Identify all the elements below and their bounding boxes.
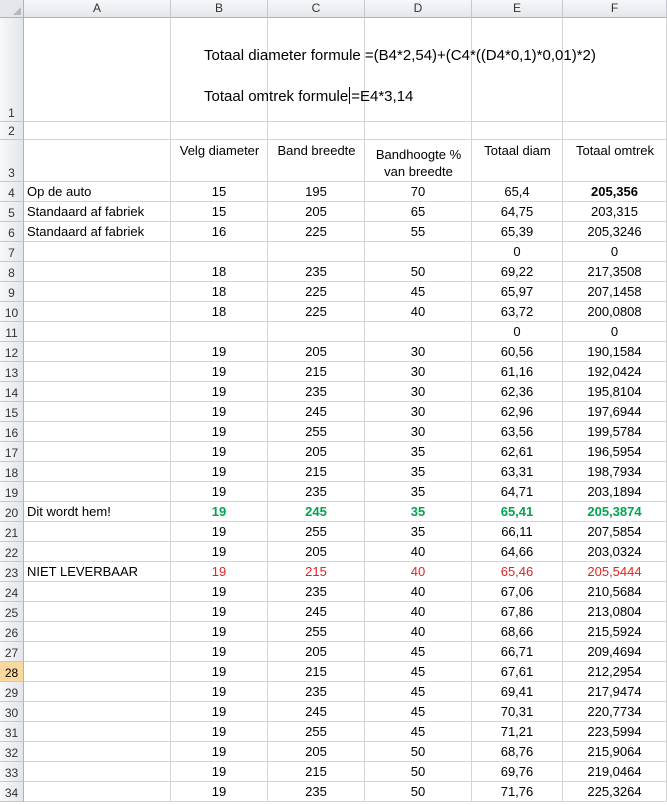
cell-b1[interactable]	[171, 18, 268, 122]
cell-e33[interactable]: 69,76	[472, 762, 563, 782]
row-header-15[interactable]: 15	[0, 402, 24, 422]
cell-c8[interactable]: 235	[268, 262, 365, 282]
cell-f7[interactable]: 0	[563, 242, 667, 262]
cell-f32[interactable]: 215,9064	[563, 742, 667, 762]
cell-b5[interactable]: 15	[171, 202, 268, 222]
cell-b26[interactable]: 19	[171, 622, 268, 642]
cell-a7[interactable]	[24, 242, 171, 262]
cell-b22[interactable]: 19	[171, 542, 268, 562]
cell-b16[interactable]: 19	[171, 422, 268, 442]
cell-e32[interactable]: 68,76	[472, 742, 563, 762]
cell-c29[interactable]: 235	[268, 682, 365, 702]
row-header-29[interactable]: 29	[0, 682, 24, 702]
cell-a12[interactable]	[24, 342, 171, 362]
cell-f5[interactable]: 203,315	[563, 202, 667, 222]
cell-c2[interactable]	[268, 122, 365, 140]
cell-f33[interactable]: 219,0464	[563, 762, 667, 782]
column-header-f[interactable]: F	[563, 0, 667, 18]
cell-a21[interactable]	[24, 522, 171, 542]
cell-b13[interactable]: 19	[171, 362, 268, 382]
cell-a8[interactable]	[24, 262, 171, 282]
cell-f28[interactable]: 212,2954	[563, 662, 667, 682]
row-header-5[interactable]: 5	[0, 202, 24, 222]
cell-b20[interactable]: 19	[171, 502, 268, 522]
header-omtrek: Totaal omtrek	[575, 143, 655, 158]
cell-d4[interactable]: 70	[365, 182, 472, 202]
cell-f13[interactable]: 192,0424	[563, 362, 667, 382]
cell-c6[interactable]: 225	[268, 222, 365, 242]
cell-b34[interactable]: 19	[171, 782, 268, 802]
cell-d23[interactable]: 40	[365, 562, 472, 582]
cell-a13[interactable]	[24, 362, 171, 382]
header-velg: Velg diameter	[179, 143, 260, 158]
cell-a19[interactable]	[24, 482, 171, 502]
cell-b28[interactable]: 19	[171, 662, 268, 682]
cell-d34[interactable]: 50	[365, 782, 472, 802]
row-header-7[interactable]: 7	[0, 242, 24, 262]
cell-f31[interactable]: 223,5994	[563, 722, 667, 742]
cell-f11[interactable]: 0	[563, 322, 667, 342]
column-header-c[interactable]: C	[268, 0, 365, 18]
cell-d30[interactable]: 45	[365, 702, 472, 722]
cell-b15[interactable]: 19	[171, 402, 268, 422]
cell-d22[interactable]: 40	[365, 542, 472, 562]
header-diam: Totaal diam	[484, 143, 551, 158]
row-header-2[interactable]: 2	[0, 122, 24, 140]
cell-b33[interactable]: 19	[171, 762, 268, 782]
row-header-17[interactable]: 17	[0, 442, 24, 462]
cell-f20[interactable]: 205,3874	[563, 502, 667, 522]
cell-a20[interactable]: Dit wordt hem!	[24, 502, 171, 522]
cell-b31[interactable]: 19	[171, 722, 268, 742]
cell-b4[interactable]: 15	[171, 182, 268, 202]
cell-b11[interactable]	[171, 322, 268, 342]
cell-f23[interactable]: 205,5444	[563, 562, 667, 582]
cell-e13[interactable]: 61,16	[472, 362, 563, 382]
column-header-b[interactable]: B	[171, 0, 268, 18]
cell-c14[interactable]: 235	[268, 382, 365, 402]
cell-c18[interactable]: 215	[268, 462, 365, 482]
cell-d19[interactable]: 35	[365, 482, 472, 502]
cell-a34[interactable]	[24, 782, 171, 802]
row-header-19[interactable]: 19	[0, 482, 24, 502]
row-header-11[interactable]: 11	[0, 322, 24, 342]
cell-d32[interactable]: 50	[365, 742, 472, 762]
cell-d26[interactable]: 40	[365, 622, 472, 642]
cell-c24[interactable]: 235	[268, 582, 365, 602]
header-band: Band breedte	[277, 143, 356, 158]
cell-d33[interactable]: 50	[365, 762, 472, 782]
row-header-25[interactable]: 25	[0, 602, 24, 622]
cell-a24[interactable]	[24, 582, 171, 602]
cell-e15[interactable]: 62,96	[472, 402, 563, 422]
diameter-formula-text	[204, 47, 596, 64]
cell-a6[interactable]: Standaard af fabriek	[24, 222, 171, 242]
row-header-21[interactable]: 21	[0, 522, 24, 542]
row-header-16[interactable]: 16	[0, 422, 24, 442]
cell-c9[interactable]: 225	[268, 282, 365, 302]
cell-c33[interactable]: 215	[268, 762, 365, 782]
cell-f19[interactable]: 203,1894	[563, 482, 667, 502]
cell-f17[interactable]: 196,5954	[563, 442, 667, 462]
cell-c10[interactable]: 225	[268, 302, 365, 322]
cell-d21[interactable]: 35	[365, 522, 472, 542]
cell-b6[interactable]: 16	[171, 222, 268, 242]
cell-e14[interactable]: 62,36	[472, 382, 563, 402]
cell-c12[interactable]: 205	[268, 342, 365, 362]
cell-d9[interactable]: 45	[365, 282, 472, 302]
cell-a3[interactable]	[24, 140, 171, 182]
cell-a23[interactable]: NIET LEVERBAAR	[24, 562, 171, 582]
cell-a14[interactable]	[24, 382, 171, 402]
row-header-3[interactable]: 3	[0, 140, 24, 182]
cell-b14[interactable]: 19	[171, 382, 268, 402]
cell-a10[interactable]	[24, 302, 171, 322]
cell-c34[interactable]: 235	[268, 782, 365, 802]
cell-f18[interactable]: 198,7934	[563, 462, 667, 482]
cell-c21[interactable]: 255	[268, 522, 365, 542]
cell-e27[interactable]: 66,71	[472, 642, 563, 662]
cell-f2[interactable]	[563, 122, 667, 140]
cell-b23[interactable]: 19	[171, 562, 268, 582]
row-header-20[interactable]: 20	[0, 502, 24, 522]
row-header-12[interactable]: 12	[0, 342, 24, 362]
row-header-31[interactable]: 31	[0, 722, 24, 742]
row-header-13[interactable]: 13	[0, 362, 24, 382]
cell-b10[interactable]: 18	[171, 302, 268, 322]
diameter-formula-value: =(B4*2,54)+(C4*((D4*0,1)*0,01)*2)	[364, 47, 596, 64]
cell-b19[interactable]: 19	[171, 482, 268, 502]
row-header-1[interactable]: 1	[0, 18, 24, 122]
cell-e11[interactable]: 0	[472, 322, 563, 342]
cell-b2[interactable]	[171, 122, 268, 140]
header-bandhoogte: Bandhoogte % van breedte	[375, 147, 462, 179]
row-header-26[interactable]: 26	[0, 622, 24, 642]
cell-a15[interactable]	[24, 402, 171, 422]
cell-a28[interactable]	[24, 662, 171, 682]
cell-e10[interactable]: 63,72	[472, 302, 563, 322]
cell-d31[interactable]: 45	[365, 722, 472, 742]
cell-c19[interactable]: 235	[268, 482, 365, 502]
cell-d20[interactable]: 35	[365, 502, 472, 522]
cell-a11[interactable]	[24, 322, 171, 342]
cell-e12[interactable]: 60,56	[472, 342, 563, 362]
row-header-32[interactable]: 32	[0, 742, 24, 762]
cell-a16[interactable]	[24, 422, 171, 442]
cell-d7[interactable]	[365, 242, 472, 262]
cell-f29[interactable]: 217,9474	[563, 682, 667, 702]
cell-d13[interactable]: 30	[365, 362, 472, 382]
cell-e21[interactable]: 66,11	[472, 522, 563, 542]
cell-c11[interactable]	[268, 322, 365, 342]
cell-c17[interactable]: 205	[268, 442, 365, 462]
cell-e2[interactable]	[472, 122, 563, 140]
cell-d16[interactable]: 30	[365, 422, 472, 442]
cell-b8[interactable]: 18	[171, 262, 268, 282]
cell-a1[interactable]	[24, 18, 171, 122]
cell-e26[interactable]: 68,66	[472, 622, 563, 642]
cell-b32[interactable]: 19	[171, 742, 268, 762]
cell-f16[interactable]: 199,5784	[563, 422, 667, 442]
cell-a18[interactable]	[24, 462, 171, 482]
cell-e25[interactable]: 67,86	[472, 602, 563, 622]
cell-f30[interactable]: 220,7734	[563, 702, 667, 722]
cell-b30[interactable]: 19	[171, 702, 268, 722]
cell-d15[interactable]: 30	[365, 402, 472, 422]
column-header-a[interactable]: A	[24, 0, 171, 18]
cell-e4[interactable]: 65,4	[472, 182, 563, 202]
cell-e1[interactable]	[472, 18, 563, 122]
row-header-24[interactable]: 24	[0, 582, 24, 602]
cell-f25[interactable]: 213,0804	[563, 602, 667, 622]
cell-c23[interactable]: 215	[268, 562, 365, 582]
cell-e23[interactable]: 65,46	[472, 562, 563, 582]
column-header-e[interactable]: E	[472, 0, 563, 18]
cell-f15[interactable]: 197,6944	[563, 402, 667, 422]
cell-e8[interactable]: 69,22	[472, 262, 563, 282]
cell-b24[interactable]: 19	[171, 582, 268, 602]
cell-b12[interactable]: 19	[171, 342, 268, 362]
cell-d6[interactable]: 55	[365, 222, 472, 242]
cell-d29[interactable]: 45	[365, 682, 472, 702]
cell-e16[interactable]: 63,56	[472, 422, 563, 442]
cell-c16[interactable]: 255	[268, 422, 365, 442]
omtrek-formula-label: Totaal omtrek formule	[204, 88, 349, 105]
cell-b21[interactable]: 19	[171, 522, 268, 542]
cell-f6[interactable]: 205,3246	[563, 222, 667, 242]
cell-a2[interactable]	[24, 122, 171, 140]
row-header-27[interactable]: 27	[0, 642, 24, 662]
cell-d10[interactable]: 40	[365, 302, 472, 322]
row-header-30[interactable]: 30	[0, 702, 24, 722]
cell-c22[interactable]: 205	[268, 542, 365, 562]
row-header-14[interactable]: 14	[0, 382, 24, 402]
cell-e18[interactable]: 63,31	[472, 462, 563, 482]
cell-f10[interactable]: 200,0808	[563, 302, 667, 322]
row-header-34[interactable]: 34	[0, 782, 24, 802]
cell-c20[interactable]: 245	[268, 502, 365, 522]
row-header-4[interactable]: 4	[0, 182, 24, 202]
cell-e5[interactable]: 64,75	[472, 202, 563, 222]
cell-a17[interactable]	[24, 442, 171, 462]
cell-d18[interactable]: 35	[365, 462, 472, 482]
select-all-corner[interactable]	[0, 0, 24, 18]
cell-f34[interactable]: 225,3264	[563, 782, 667, 802]
cell-d8[interactable]: 50	[365, 262, 472, 282]
cell-e24[interactable]: 67,06	[472, 582, 563, 602]
cell-f27[interactable]: 209,4694	[563, 642, 667, 662]
cell-e7[interactable]: 0	[472, 242, 563, 262]
row-header-33[interactable]: 33	[0, 762, 24, 782]
cell-e34[interactable]: 71,76	[472, 782, 563, 802]
cell-f22[interactable]: 203,0324	[563, 542, 667, 562]
cell-c28[interactable]: 215	[268, 662, 365, 682]
cell-f4[interactable]: 205,356	[563, 182, 667, 202]
cell-a30[interactable]	[24, 702, 171, 722]
cell-b25[interactable]: 19	[171, 602, 268, 622]
cell-d17[interactable]: 35	[365, 442, 472, 462]
omtrek-formula-value: =E4*3,14	[351, 88, 414, 105]
cell-a9[interactable]	[24, 282, 171, 302]
row-header-22[interactable]: 22	[0, 542, 24, 562]
cell-e17[interactable]: 62,61	[472, 442, 563, 462]
cell-b27[interactable]: 19	[171, 642, 268, 662]
column-header-d[interactable]: D	[365, 0, 472, 18]
cell-a4[interactable]: Op de auto	[24, 182, 171, 202]
cell-f24[interactable]: 210,5684	[563, 582, 667, 602]
cell-c5[interactable]: 205	[268, 202, 365, 222]
cell-e9[interactable]: 65,97	[472, 282, 563, 302]
cell-f9[interactable]: 207,1458	[563, 282, 667, 302]
cell-d25[interactable]: 40	[365, 602, 472, 622]
cell-b7[interactable]	[171, 242, 268, 262]
cell-c26[interactable]: 255	[268, 622, 365, 642]
cell-d2[interactable]	[365, 122, 472, 140]
cell-f8[interactable]: 217,3508	[563, 262, 667, 282]
row-header-6[interactable]: 6	[0, 222, 24, 242]
cell-f1[interactable]	[563, 18, 667, 122]
cell-a33[interactable]	[24, 762, 171, 782]
cell-f12[interactable]: 190,1584	[563, 342, 667, 362]
row-header-10[interactable]: 10	[0, 302, 24, 322]
cell-f21[interactable]: 207,5854	[563, 522, 667, 542]
cell-d1[interactable]	[365, 18, 472, 122]
cell-c25[interactable]: 245	[268, 602, 365, 622]
cell-a29[interactable]	[24, 682, 171, 702]
row-header-18[interactable]: 18	[0, 462, 24, 482]
cell-e28[interactable]: 67,61	[472, 662, 563, 682]
cell-f26[interactable]: 215,5924	[563, 622, 667, 642]
cell-f14[interactable]: 195,8104	[563, 382, 667, 402]
cell-e20[interactable]: 65,41	[472, 502, 563, 522]
cell-e6[interactable]: 65,39	[472, 222, 563, 242]
cell-b18[interactable]: 19	[171, 462, 268, 482]
cell-d11[interactable]	[365, 322, 472, 342]
cell-b9[interactable]: 18	[171, 282, 268, 302]
cell-c30[interactable]: 245	[268, 702, 365, 722]
cell-a26[interactable]	[24, 622, 171, 642]
cell-e30[interactable]: 70,31	[472, 702, 563, 722]
diameter-formula-label: Totaal diameter formule	[204, 47, 361, 64]
cell-c1[interactable]	[268, 18, 365, 122]
cell-e29[interactable]: 69,41	[472, 682, 563, 702]
cell-e22[interactable]: 64,66	[472, 542, 563, 562]
cell-a25[interactable]	[24, 602, 171, 622]
cell-a5[interactable]: Standaard af fabriek	[24, 202, 171, 222]
cell-c15[interactable]: 245	[268, 402, 365, 422]
cell-c7[interactable]	[268, 242, 365, 262]
cell-a32[interactable]	[24, 742, 171, 762]
cell-e31[interactable]: 71,21	[472, 722, 563, 742]
omtrek-formula-text	[204, 87, 413, 105]
cell-a22[interactable]	[24, 542, 171, 562]
cell-a27[interactable]	[24, 642, 171, 662]
cell-b29[interactable]: 19	[171, 682, 268, 702]
cell-d14[interactable]: 30	[365, 382, 472, 402]
cell-a31[interactable]	[24, 722, 171, 742]
cell-d28[interactable]: 45	[365, 662, 472, 682]
cell-c32[interactable]: 205	[268, 742, 365, 762]
cell-d27[interactable]: 45	[365, 642, 472, 662]
cell-b17[interactable]: 19	[171, 442, 268, 462]
cell-d5[interactable]: 65	[365, 202, 472, 222]
row-header-23[interactable]: 23	[0, 562, 24, 582]
cell-c27[interactable]: 205	[268, 642, 365, 662]
cell-e19[interactable]: 64,71	[472, 482, 563, 502]
row-header-8[interactable]: 8	[0, 262, 24, 282]
row-header-28[interactable]: 28	[0, 662, 24, 682]
cell-d12[interactable]: 30	[365, 342, 472, 362]
row-header-9[interactable]: 9	[0, 282, 24, 302]
cell-d24[interactable]: 40	[365, 582, 472, 602]
cell-c13[interactable]: 215	[268, 362, 365, 382]
cell-c31[interactable]: 255	[268, 722, 365, 742]
cell-c4[interactable]: 195	[268, 182, 365, 202]
